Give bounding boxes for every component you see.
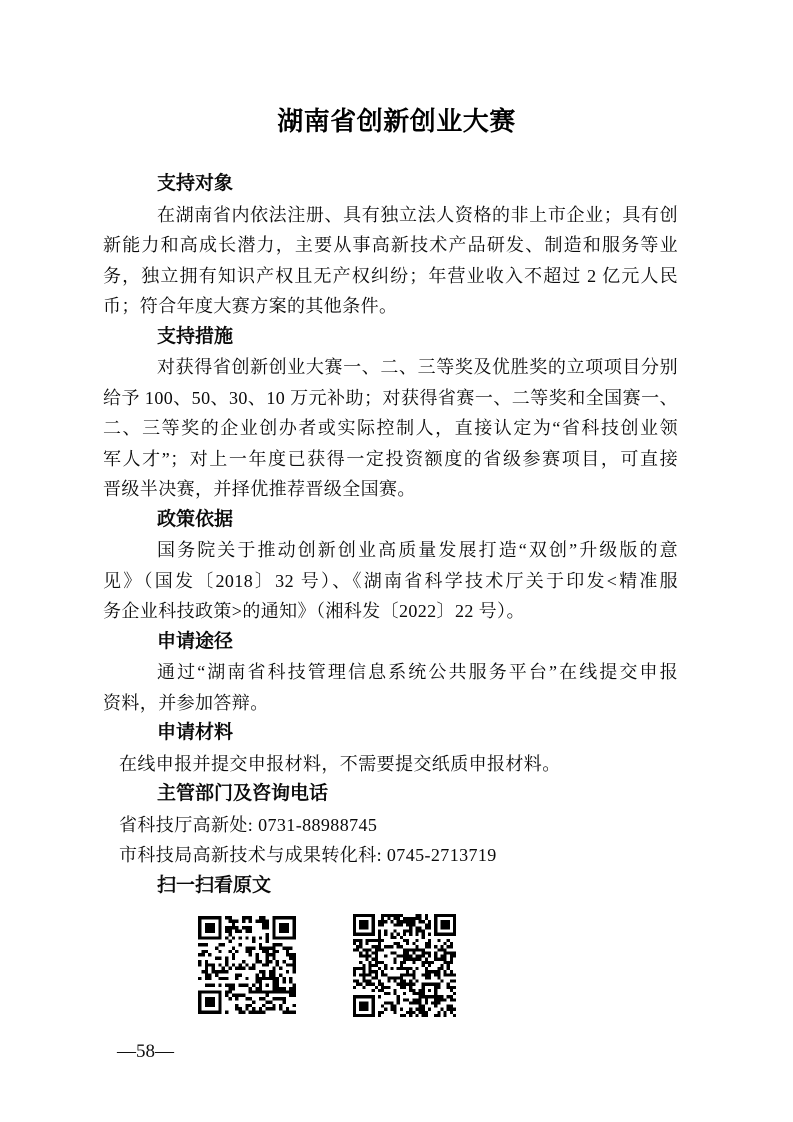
text-line: 务，独立拥有知识产权且无产权纠纷；年营业收入不超过 2 亿元人民 — [103, 265, 678, 286]
contact-line: 市科技局高新技术与成果转化科: 0745-2713719 — [119, 845, 497, 865]
section-heading: 主管部门及咨询电话 — [157, 783, 329, 804]
text-line: 资料，并参加答辩。 — [103, 692, 269, 713]
section-heading: 申请材料 — [157, 722, 234, 743]
text-line: 国务院关于推动创新创业高质量发展打造“双创”升级版的意 — [157, 540, 678, 560]
section-heading: 支持对象 — [157, 173, 234, 194]
text-line: 新能力和高成长潜力，主要从事高新技术产品研发、制造和服务等业 — [103, 235, 678, 255]
document-body — [103, 169, 678, 901]
text-line: 二、三等奖的企业创办者或实际控制人，直接认定为“省科技创业领 — [103, 418, 678, 438]
text-line: 晋级半决赛，并择优推荐晋级全国赛。 — [103, 479, 416, 499]
section-heading: 支持措施 — [157, 325, 234, 347]
text-line: 对获得省创新创业大赛一、二、三等奖及优胜奖的立项项目分别 — [157, 357, 678, 377]
section-heading: 扫一扫看原文 — [157, 874, 272, 896]
text-line: 在湖南省内依法注册、具有独立法人资格的非上市企业；具有创 — [157, 204, 678, 225]
contact-line: 省科技厅高新处: 0731-88988745 — [119, 814, 378, 835]
qr-code-left — [198, 916, 296, 1014]
text-line: 币；符合年度大赛方案的其他条件。 — [103, 296, 398, 316]
page-number: —58— — [117, 1041, 174, 1062]
section-heading: 申请途径 — [157, 630, 234, 652]
qr-code-right — [353, 914, 456, 1017]
text-line: 通过“湖南省科技管理信息系统公共服务平台”在线提交申报 — [157, 662, 678, 682]
text-line: 务企业科技政策>的通知》（湘科发〔2022〕22 号）。 — [103, 601, 525, 621]
text-line: 在线申报并提交申报材料，不需要提交纸质申报材料。 — [119, 753, 561, 774]
document-title: 湖南省创新创业大赛 — [277, 107, 516, 136]
text-line: 军人才”；对上一年度已获得一定投资额度的省级参赛项目，可直接 — [103, 448, 678, 469]
text-line: 见》（国发〔2018〕32 号）、《湖南省科学技术厅关于印发<精准服 — [103, 570, 678, 591]
section-heading: 政策依据 — [157, 508, 234, 530]
text-line: 给予 100、50、30、10 万元补助；对获得省赛一、二等奖和全国赛一、 — [103, 387, 678, 408]
